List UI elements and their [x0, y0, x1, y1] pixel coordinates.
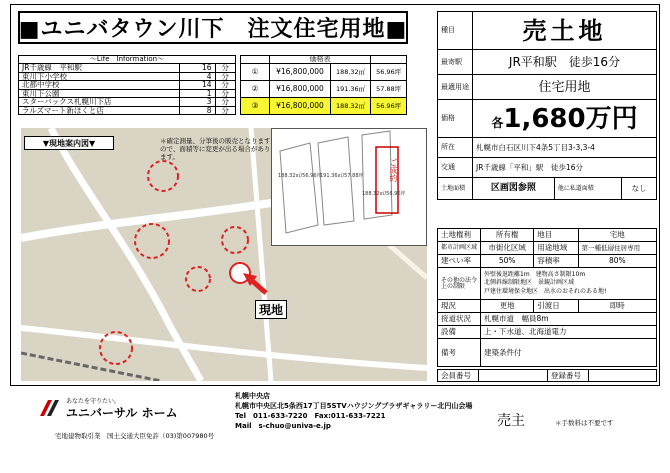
company-logo-icon	[38, 398, 60, 418]
branch-name: 札幌中央店	[235, 392, 270, 400]
other-line: 戸建住環境保全地区 出水のおそれのある地!	[484, 287, 607, 295]
life-info-table	[18, 55, 236, 115]
price-row	[241, 81, 407, 98]
road-label: 接道状況	[438, 313, 481, 326]
life-info-row	[19, 81, 236, 90]
plot-plan-graphic	[272, 129, 426, 245]
price-amount: 1,680万円	[503, 103, 638, 134]
facility-label: 設備	[438, 326, 481, 339]
plot-label-3: 188.32㎡/56.96坪	[362, 191, 406, 197]
private-road-value: なし	[622, 178, 657, 200]
price-value	[473, 100, 657, 138]
branch-address: 札幌市中央区北5条西17丁目5STVハウジングプラザギャラリー北円山会場	[235, 402, 473, 411]
life-info-name: JR千歳線 平和駅	[19, 64, 180, 73]
price-row-area: 188.32㎡	[330, 64, 370, 81]
life-info-unit: 分	[215, 81, 235, 90]
chimoku-label: 地目	[534, 229, 578, 242]
use-value: 住宅用地	[473, 75, 657, 100]
location-label: 所在	[438, 138, 473, 158]
area-label: 土地面積	[438, 178, 473, 200]
life-info-unit: 分	[215, 72, 235, 81]
kind-label: 種目	[438, 12, 473, 50]
life-info-header: 〜Life Information〜	[19, 56, 236, 64]
life-info-value: 8	[180, 106, 215, 115]
plot-plan	[271, 128, 427, 246]
chimoku-value: 宅地	[578, 229, 656, 242]
price-row-price: ¥16,800,000	[270, 98, 331, 115]
site-label: 現地	[255, 300, 287, 319]
city-plan-value: 市街化区域	[481, 242, 534, 255]
life-info-row	[19, 64, 236, 73]
company-name: ユニバーサル ホーム	[66, 406, 178, 420]
other-label: その他の法令上の制限	[438, 268, 481, 300]
legal-info-table	[437, 228, 657, 367]
life-info-row	[19, 98, 236, 107]
price-row	[241, 98, 407, 115]
zone-label: 用途地域	[534, 242, 578, 255]
price-row-area: 188.32㎡	[330, 98, 370, 115]
life-info-value: 3	[180, 98, 215, 107]
life-info-name: スターバックス札幌川下店	[19, 98, 180, 107]
price-row-price: ¥16,800,000	[270, 81, 331, 98]
remarks-label: 備考	[438, 339, 481, 367]
notice-text: ＊確定測量、分筆後の販売となりますので、面積等に変更が出る場合があります。	[160, 137, 271, 162]
location-value: 札幌市白石区川下4条5丁目3-3,3-4	[473, 138, 657, 158]
price-row-tsubo: 57.88坪	[371, 81, 407, 98]
register-label: 登録番号	[548, 370, 589, 382]
life-info-unit: 分	[215, 98, 235, 107]
price-row-no: ②	[241, 81, 270, 98]
plot-label-1: 188.32㎡/56.96坪	[278, 173, 322, 179]
facility-value: 上・下水道、北海道電力	[481, 326, 657, 339]
branch-mail: Mail s-chuo@univa-e.jp	[235, 422, 331, 431]
member-label: 会員番号	[438, 370, 479, 382]
station-label: 最寄駅	[438, 50, 473, 75]
registration-table	[437, 369, 657, 382]
life-info-name: 東川下公園	[19, 89, 180, 98]
map-label: ▼現地案内図▼	[24, 136, 114, 150]
branch-tel: Tel 011-633-7220 Fax:011-633-7221	[235, 412, 386, 421]
remarks-value: 建築条件付	[481, 339, 657, 367]
life-info-value: 4	[180, 72, 215, 81]
price-row-tsubo: 56.96坪	[371, 98, 407, 115]
page-title: ■ユニバタウン川下 注文住宅用地■	[18, 11, 408, 44]
status-value: 更地	[481, 300, 534, 313]
far-value: 80%	[578, 255, 656, 268]
status-label: 現況	[438, 300, 481, 313]
license-text: 宅地建物取引業 国土交通大臣免許（03)第007980号	[55, 432, 215, 440]
sold-label: ご成約	[389, 158, 398, 182]
company-contact	[235, 391, 472, 432]
rights-value: 所有権	[481, 229, 534, 242]
life-info-name: 北都中学校	[19, 81, 180, 90]
handover-value: 即時	[578, 300, 656, 313]
company-slogan: あなたを守りたい。	[66, 398, 121, 405]
use-label: 最適用途	[438, 75, 473, 100]
life-info-name: 東川下小学校	[19, 72, 180, 81]
life-info-unit: 分	[215, 64, 235, 73]
private-road-label: 他に私道面積	[554, 178, 622, 200]
price-label: 価格	[438, 100, 473, 138]
life-info-unit: 分	[215, 106, 235, 115]
trade-type: 売主	[497, 413, 525, 429]
life-info-value: 16	[180, 64, 215, 73]
life-info-row	[19, 106, 236, 115]
price-table	[240, 55, 407, 115]
price-row	[241, 64, 407, 81]
life-info-value: 14	[180, 81, 215, 90]
life-info-value: 1	[180, 89, 215, 98]
life-info-unit: 分	[215, 89, 235, 98]
price-table-header: 価格表	[270, 56, 371, 64]
life-info-name: ラルズマート新ほくと店	[19, 106, 180, 115]
price-row-tsubo: 56.96坪	[371, 64, 407, 81]
fee-note: ＊手数料は不要です	[555, 419, 614, 427]
transport-label: 交通	[438, 158, 473, 178]
price-prefix: 各	[491, 115, 504, 130]
far-label: 容積率	[534, 255, 578, 268]
road-value: 札幌市道 幅員8m	[481, 313, 657, 326]
other-line: 北側斜線制限地区 景観計画区域	[484, 279, 575, 287]
plot-label-2: 191.36㎡/57.88坪	[320, 173, 364, 179]
kind-text: 売土地	[522, 16, 607, 45]
bcr-label: 建ぺい率	[438, 255, 481, 268]
property-info-table	[437, 11, 657, 200]
price-row-no: ①	[241, 64, 270, 81]
price-row-area: 191.36㎡	[330, 81, 370, 98]
area-value: 区画図参照	[473, 178, 555, 200]
transport-value: JR千歳線「平和」駅 徒歩16分	[473, 158, 657, 178]
city-plan-label: 都市計画区域	[438, 242, 481, 255]
price-row-no: ③	[241, 98, 270, 115]
bcr-value: 50%	[481, 255, 534, 268]
kind-value	[473, 12, 657, 50]
handover-label: 引渡日	[534, 300, 578, 313]
register-value	[589, 370, 657, 382]
member-value	[479, 370, 548, 382]
zone-value: 第一種低層住居専用	[578, 242, 656, 255]
other-line: 外壁後退距離1m 建物高さ制限10m	[484, 270, 586, 278]
station-value: JR平和駅 徒歩16分	[473, 50, 657, 75]
price-row-price: ¥16,800,000	[270, 64, 331, 81]
other-value	[481, 268, 657, 300]
rights-label: 土地権利	[438, 229, 481, 242]
